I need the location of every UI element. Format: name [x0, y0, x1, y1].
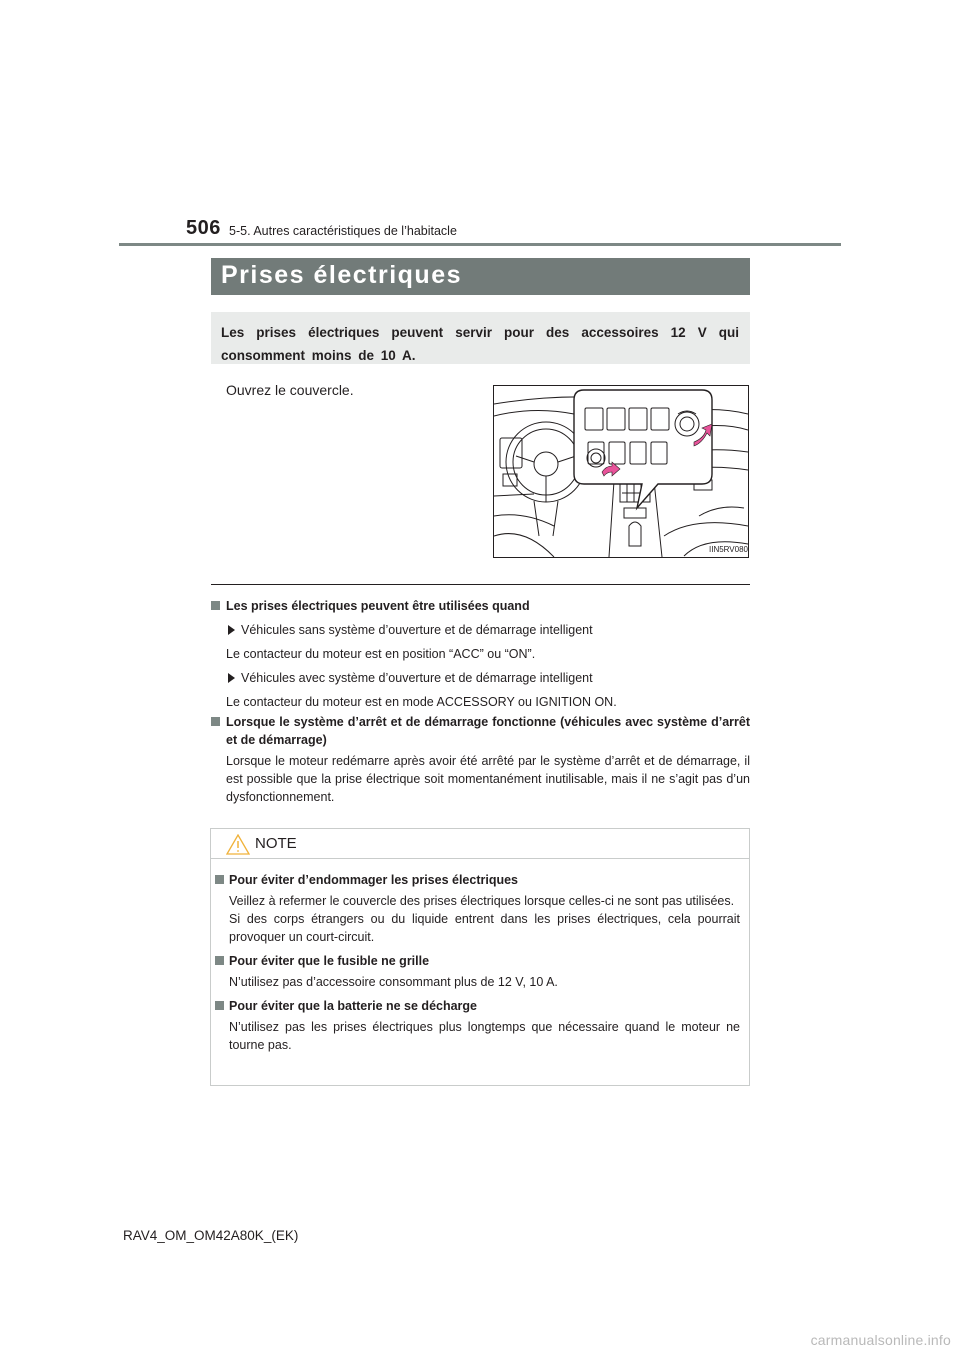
- footer-manual-code: RAV4_OM_OM42A80K_(EK): [123, 1228, 299, 1243]
- note-item-heading: Pour éviter que le fusible ne grille: [215, 952, 740, 970]
- note-item-heading: Pour éviter que la batterie ne se décharge: [215, 997, 740, 1015]
- triangle-bullet-icon: [228, 625, 235, 635]
- intro-box: [211, 312, 750, 364]
- square-bullet-icon: [211, 717, 220, 726]
- note-item-text: N’utilisez pas les prises électriques plus longtemps que nécessaire quand le moteur ne tourne pas.: [229, 1020, 740, 1052]
- square-bullet-icon: [215, 956, 224, 965]
- section-title: 5-5. Autres caractéristiques de l’habitacle: [229, 224, 457, 238]
- header-rule: [119, 243, 841, 246]
- info-text: Lorsque le moteur redémarre après avoir été arrêté par le système d’arrêt et de démarrage, il est possible que la prise électrique soit momentanément inutilisable, mais il ne s’agit pas d’un dysfonctionnement.: [226, 754, 750, 804]
- note-header-rule: [211, 858, 749, 859]
- note-content: [215, 871, 740, 1054]
- note-item-heading: Pour éviter d’endommager les prises électriques: [215, 871, 740, 889]
- triangle-bullet-icon: [228, 673, 235, 683]
- info-heading: Les prises électriques peuvent être utilisées quand: [211, 597, 750, 615]
- illustration-code: IIN5RV080: [709, 545, 748, 554]
- note-item-text: Veillez à refermer le couvercle des prises électriques lorsque celles-ci ne sont pas utilisées.: [229, 894, 735, 908]
- note-box: [210, 828, 750, 1086]
- note-label: NOTE: [255, 835, 297, 852]
- title-band: [211, 258, 750, 295]
- info-section-1: [211, 597, 750, 711]
- square-bullet-icon: [215, 1001, 224, 1010]
- page-title: Prises électriques: [221, 261, 463, 289]
- intro-text: Les prises électriques peuvent servir pour des accessoires 12 V qui consomment moins de 10 A.: [221, 325, 739, 363]
- illustration-dashboard-power-outlet: [493, 385, 749, 558]
- section-divider: [211, 584, 750, 585]
- square-bullet-icon: [211, 601, 220, 610]
- watermark: carmanualsonline.info: [810, 1332, 951, 1348]
- note-item-text: Si des corps étrangers ou du liquide entrent dans les prises électriques, cela pourrait provoquer un court-circuit.: [229, 912, 740, 944]
- page-number: 506: [186, 217, 221, 239]
- warning-triangle-icon: [226, 834, 250, 855]
- step-instruction: Ouvrez le couvercle.: [226, 382, 354, 398]
- info-section-2: [211, 713, 750, 806]
- note-item-text: N’utilisez pas d’accessoire consommant plus de 12 V, 10 A.: [229, 975, 558, 989]
- info-text: Le contacteur du moteur est en position “ACC” ou “ON”.: [226, 647, 536, 661]
- info-heading: Lorsque le système d’arrêt et de démarrage fonctionne (véhicules avec système d’arrêt et de démarrage): [211, 713, 750, 749]
- info-sub-item: Véhicules sans système d’ouverture et de démarrage intelligent: [211, 621, 750, 639]
- info-text: Le contacteur du moteur est en mode ACCESSORY ou IGNITION ON.: [226, 695, 617, 709]
- square-bullet-icon: [215, 875, 224, 884]
- info-sub-item: Véhicules avec système d’ouverture et de démarrage intelligent: [211, 669, 750, 687]
